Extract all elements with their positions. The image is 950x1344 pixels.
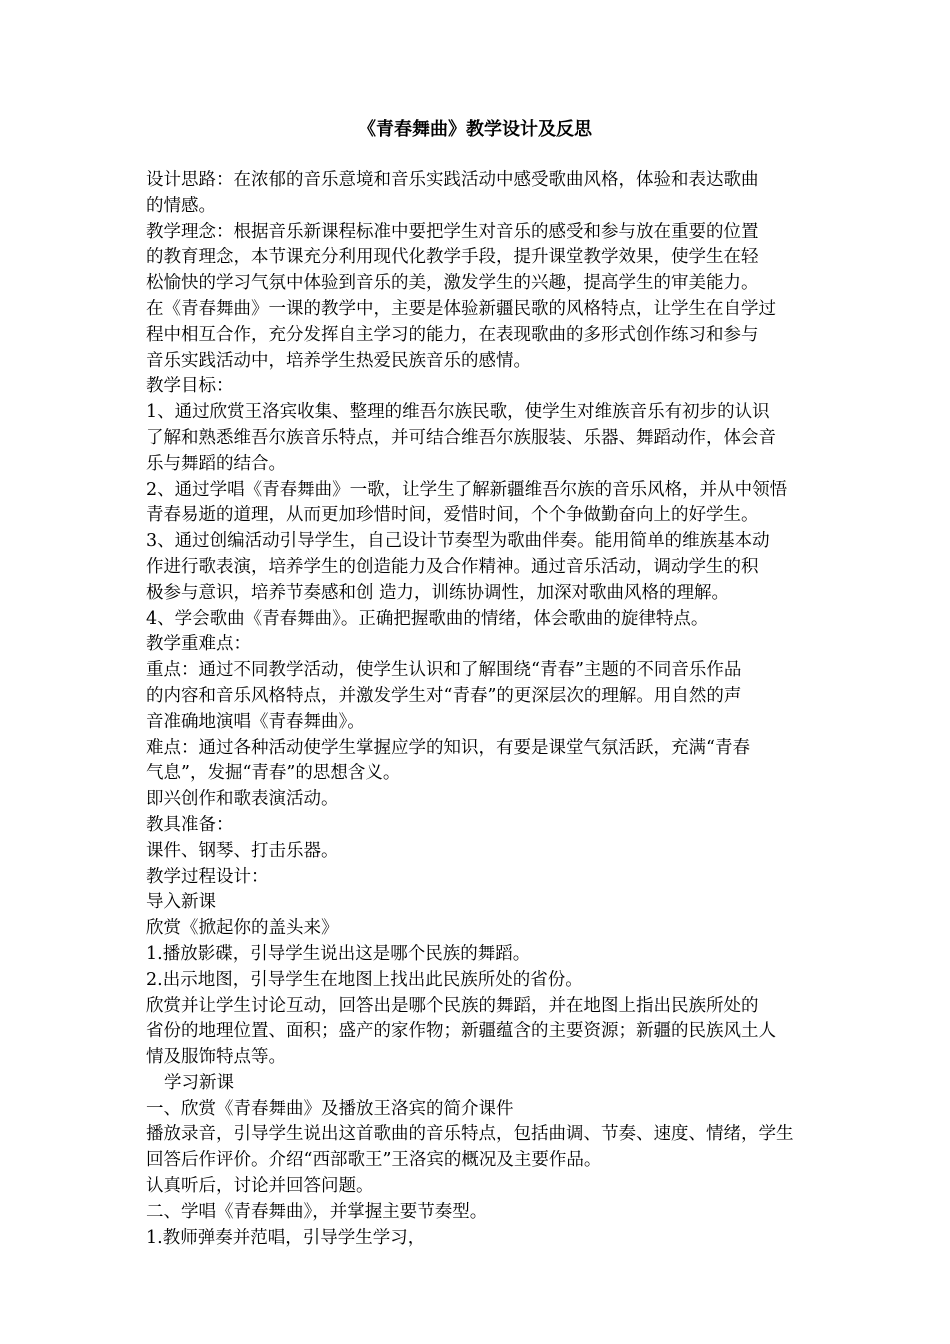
text-line: 教学理念：根据音乐新课程标准中要把学生对音乐的感受和参与放在重要的位置 <box>146 221 759 242</box>
text-line: 在《青春舞曲》一课的教学中，主要是体验新疆民歌的风格特点，让学生在自学过 <box>146 298 776 319</box>
text-line: 难点：通过各种活动使学生掌握应学的知识，有要是课堂气氛活跃，充满“青春 <box>146 737 750 758</box>
text-line: 气息”，发掘“青春”的思想含义。 <box>146 763 401 784</box>
text-line: 欣赏《掀起你的盖头来》 <box>146 918 339 939</box>
text-line: 1.播放影碟，引导学生说出这是哪个民族的舞蹈。 <box>146 943 531 964</box>
text-line: 程中相互合作，充分发挥自主学习的能力，在表现歌曲的多形式创作练习和参与 <box>146 324 759 345</box>
text-line: 2.出示地图，引导学生在地图上找出此民族所处的省份。 <box>146 969 583 990</box>
text-line: 音乐实践活动中，培养学生热爱民族音乐的感情。 <box>146 350 531 371</box>
text-line: 极参与意识，培养节奏感和创 造力，训练协调性，加深对歌曲风格的理解。 <box>146 582 730 603</box>
text-line: 欣赏并让学生讨论互动，回答出是哪个民族的舞蹈，并在地图上指出民族所处的 <box>146 995 759 1016</box>
text-line: 教学过程设计： <box>146 866 269 887</box>
text-line: 1、通过欣赏王洛宾收集、整理的维吾尔族民歌，使学生对维族音乐有初步的认识 <box>146 402 770 423</box>
text-line: 课件、钢琴、打击乐器。 <box>146 840 339 861</box>
text-line: 一、欣赏《青春舞曲》及播放王洛宾的简介课件 <box>146 1098 514 1119</box>
text-line: 音准确地演唱《青春舞曲》。 <box>146 711 365 732</box>
text-line: 的情感。 <box>146 195 216 216</box>
text-line: 作进行歌表演，培养学生的创造能力及合作精神。通过音乐活动，调动学生的积 <box>146 556 759 577</box>
text-line: 青春易逝的道理，从而更加珍惜时间，爱惜时间，个个争做勤奋向上的好学生。 <box>146 505 759 526</box>
text-line: 学习新课 <box>164 1072 234 1093</box>
text-line: 教学重难点： <box>146 634 251 655</box>
text-line: 了解和熟悉维吾尔族音乐特点，并可结合维吾尔族服装、乐器、舞蹈动作，体会音 <box>146 427 776 448</box>
text-line: 重点：通过不同教学活动，使学生认识和了解围绕“青春”主题的不同音乐作品 <box>146 660 742 681</box>
text-line: 回答后作评价。介绍“西部歌王”王洛宾的概况及主要作品。 <box>146 1150 602 1171</box>
text-line: 导入新课 <box>146 892 216 913</box>
text-line: 播放录音，引导学生说出这首歌曲的音乐特点，包括曲调、节奏、速度、情绪，学生 <box>146 1124 794 1145</box>
text-line: 认真听后，讨论并回答问题。 <box>146 1176 374 1197</box>
text-line: 设计思路：在浓郁的音乐意境和音乐实践活动中感受歌曲风格，体验和表达歌曲 <box>146 170 759 190</box>
text-line: 4、学会歌曲《青春舞曲》。正确把握歌曲的情绪，体会歌曲的旋律特点。 <box>146 608 709 629</box>
text-line: 情及服饰特点等。 <box>146 1047 286 1068</box>
text-line: 即兴创作和歌表演活动。 <box>146 789 339 810</box>
text-line: 二、学唱《青春舞曲》，并掌握主要节奏型。 <box>146 1201 488 1222</box>
text-line: 2、通过学唱《青春舞曲》一歌，让学生了解新疆维吾尔族的音乐风格，并从中领悟 <box>146 479 788 500</box>
text-line: 乐与舞蹈的结合。 <box>146 453 286 474</box>
text-line: 的内容和音乐风格特点，并激发学生对“青春”的更深层次的理解。用自然的声 <box>146 685 742 706</box>
text-line: 教学目标： <box>146 376 234 397</box>
document-body <box>146 168 812 1251</box>
text-line: 3、通过创编活动引导学生，自己设计节奏型为歌曲伴奏。能用简单的维族基本动 <box>146 531 770 552</box>
text-line: 教具准备： <box>146 814 234 835</box>
text-line: 省份的地理位置、面积；盛产的家作物；新疆蕴含的主要资源；新疆的民族风土人 <box>146 1021 776 1042</box>
text-line: 松愉快的学习气氛中体验到音乐的美，激发学生的兴趣，提高学生的审美能力。 <box>146 273 759 294</box>
text-line: 的教育理念，本节课充分利用现代化教学手段，提升课堂教学效果，使学生在轻 <box>146 247 759 268</box>
document-title: 《青春舞曲》教学设计及反思 <box>358 119 592 140</box>
text-line: 1.教师弹奏并范唱，引导学生学习， <box>146 1227 426 1248</box>
